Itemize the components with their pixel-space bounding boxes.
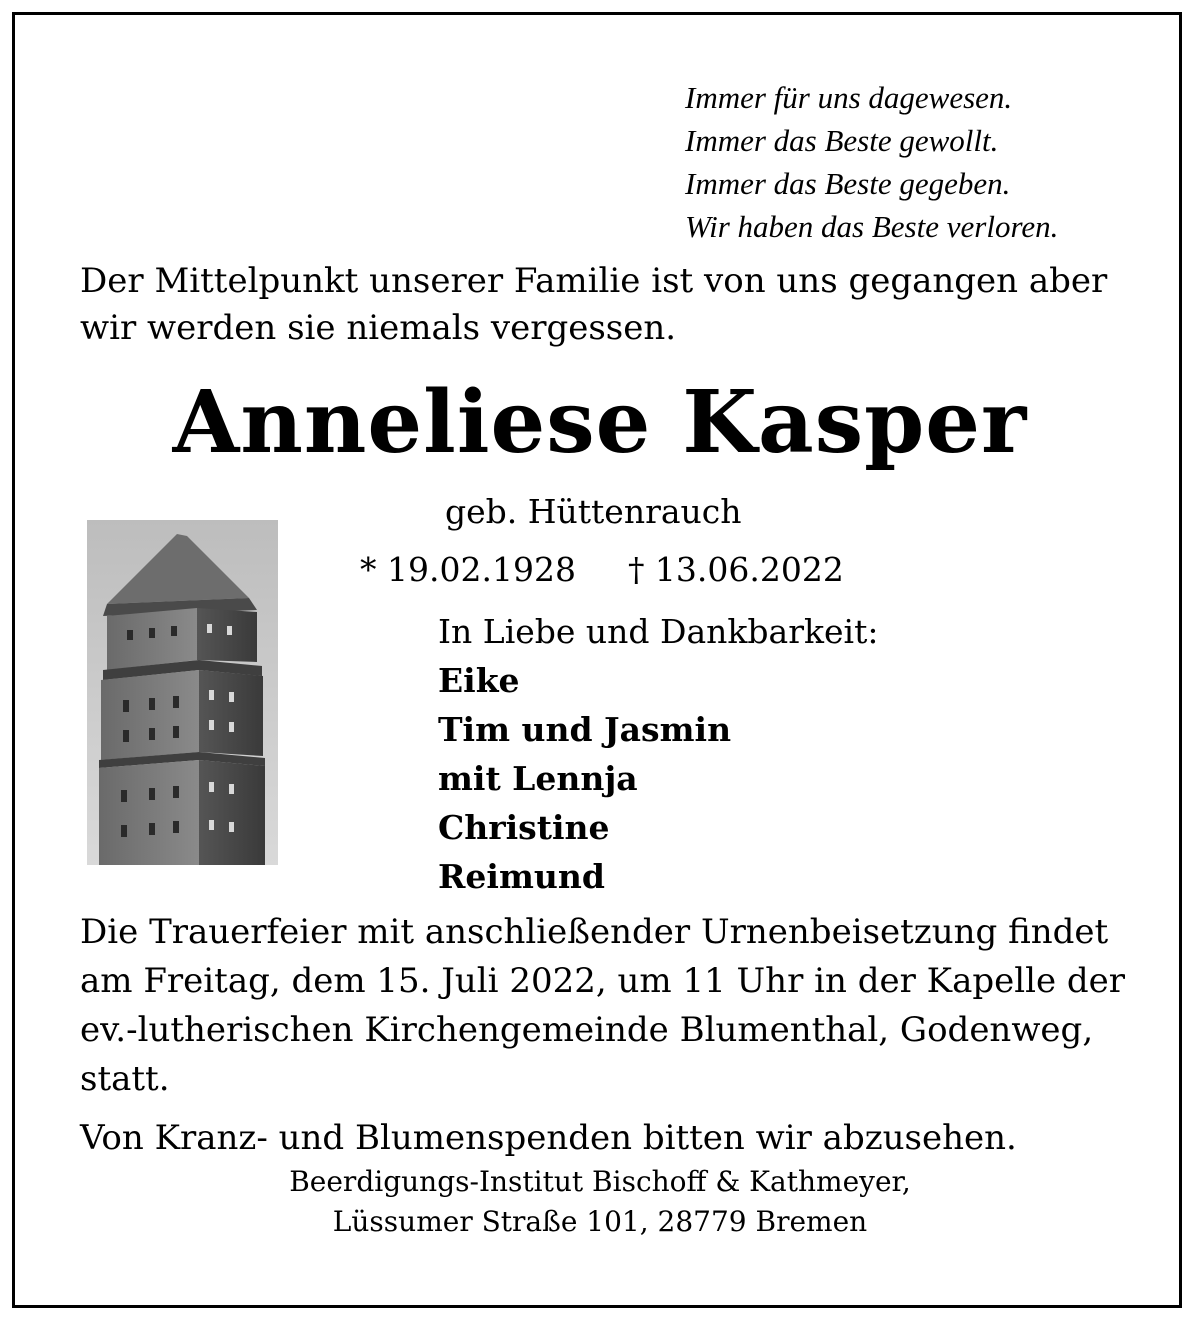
poem-line: Immer für uns dagewesen.: [685, 80, 1013, 115]
mourners-list: [438, 607, 878, 901]
poem: [685, 76, 1058, 248]
deceased-name: Anneliese Kasper: [172, 372, 1028, 473]
mourner-name: Eike: [438, 661, 520, 700]
undertaker-info: [0, 1162, 1200, 1242]
life-dates: [360, 547, 844, 593]
birth-date: * 19.02.1928: [360, 550, 576, 589]
poem-line: Immer das Beste gegeben.: [685, 166, 1011, 201]
flowers-note: Von Kranz- und Blumenspenden bitten wir abzusehen.: [80, 1118, 1017, 1158]
ceremony-text: Die Trauerfeier mit anschließender Urnenbeisetzung findet am Freitag, dem 15. Juli 2022, um 11 Uhr in der Kapelle der ev.-lutherischen Kirchengemeinde Blumenthal, Godenweg, statt.: [80, 912, 1126, 1099]
intro-text: Der Mittelpunkt unserer Familie ist von uns gegangen aber wir werden sie niemals vergessen.: [80, 261, 1108, 348]
mourners-lead: In Liebe und Dankbarkeit:: [438, 612, 879, 651]
undertaker-address: Lüssumer Straße 101, 28779 Bremen: [332, 1205, 868, 1238]
poem-line: Wir haben das Beste verloren.: [685, 209, 1059, 244]
mourner-name: Christine: [438, 808, 610, 847]
birth-name: geb. Hüttenrauch: [445, 492, 742, 531]
church-tower-photo: [87, 520, 278, 865]
mourner-name: mit Lennja: [438, 759, 638, 798]
undertaker-name: Beerdigungs-Institut Bischoff & Kathmeyer,: [289, 1165, 911, 1198]
tower-illustration: [87, 520, 278, 865]
death-date: † 13.06.2022: [627, 550, 844, 589]
mourner-name: Tim und Jasmin: [438, 710, 732, 749]
poem-line: Immer das Beste gewollt.: [685, 123, 999, 158]
mourner-name: Reimund: [438, 857, 605, 896]
